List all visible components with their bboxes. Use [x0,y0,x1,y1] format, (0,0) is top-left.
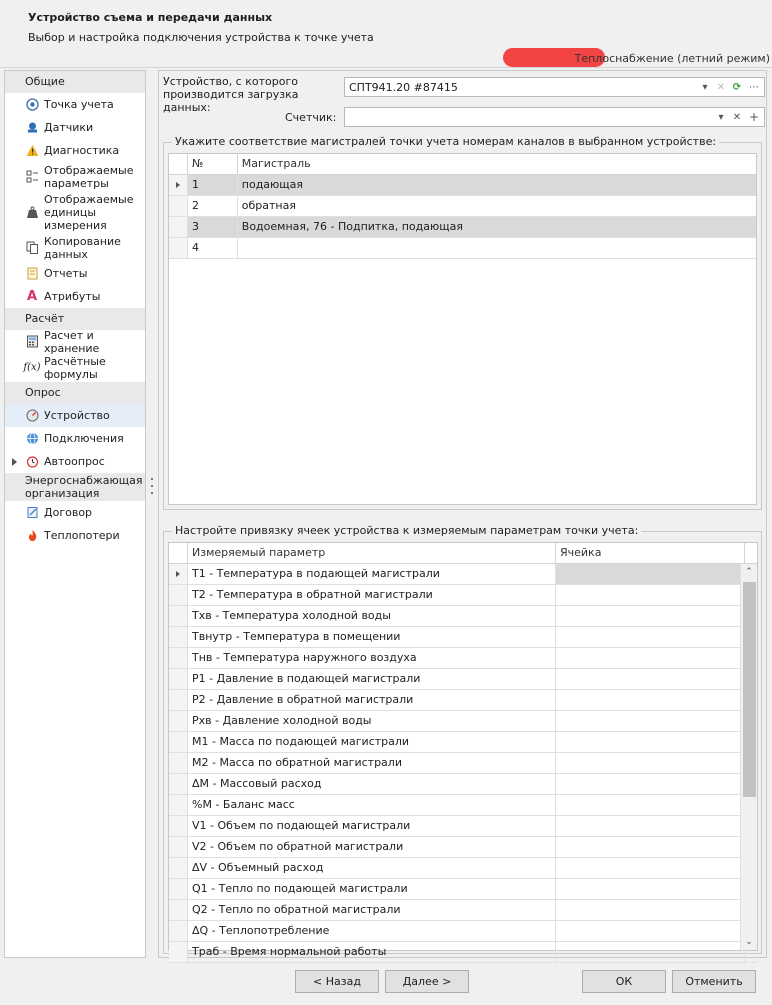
mode-label: Теплоснабжение (летний режим) [574,52,770,65]
row-indicator [169,627,188,647]
chevron-down-icon[interactable]: ▾ [702,81,708,93]
table-row[interactable] [169,217,756,238]
dialog-subtitle: Выбор и настройка подключения устройства к точке учета [28,31,374,44]
row-num[interactable]: 2 [188,196,238,216]
sidebar-item-label: Расчётные формулы [44,354,106,381]
attribute-icon: A [26,289,38,304]
sidebar [4,70,146,958]
row-indicator [169,732,188,752]
row-cell[interactable] [556,669,745,689]
warning-icon [25,144,39,158]
table-row[interactable] [169,921,757,942]
sidebar-item-label: Атрибуты [44,290,101,303]
device-icon [25,409,39,423]
report-icon [25,267,39,281]
row-cell[interactable] [556,690,745,710]
dialog-header [0,0,772,68]
clock-icon [25,455,39,469]
sidebar-item-label: Отображаемые единицы измерения [44,192,134,232]
weight-icon [25,205,39,219]
next-button[interactable]: Далее > [385,970,469,993]
row-cell[interactable] [556,711,745,731]
sidebar-item-label: Отчеты [44,267,88,280]
row-cell[interactable] [556,879,745,899]
sidebar-item-copy-data[interactable] [5,233,145,262]
splitter-handle[interactable] [150,478,154,494]
row-cell[interactable] [556,795,745,815]
sidebar-item-heat-loss[interactable] [5,524,145,547]
table-row[interactable] [169,858,757,879]
row-cell[interactable] [556,900,745,920]
channels-grid [168,153,757,505]
table-row[interactable] [169,669,757,690]
row-num[interactable]: 1 [188,175,238,195]
sidebar-item-label: Точка учета [44,98,114,111]
row-param[interactable]: Q2 - Тепло по обратной магистрали [188,900,556,920]
table-row[interactable] [169,585,757,606]
channels-group-title: Укажите соответствие магистралей точки учета номерам каналов в выбранном устройстве: [172,135,719,148]
counter-label: Счетчик: [285,111,337,124]
clear-icon[interactable]: ✕ [716,81,726,93]
column-header-num[interactable]: № [188,154,238,174]
sidebar-item-label: Отображаемые параметры [44,163,134,190]
sidebar-item-label: Диагностика [44,144,120,157]
scroll-down-icon[interactable]: ⌄ [745,937,753,947]
sidebar-item-accounting-point[interactable] [5,93,145,116]
row-param[interactable]: Рхв - Давление холодной воды [188,711,556,731]
table-row[interactable] [169,238,756,259]
scroll-thumb[interactable] [743,582,756,797]
back-button[interactable]: < Назад [295,970,379,993]
row-indicator [169,816,188,836]
table-row[interactable] [169,795,757,816]
row-indicator [169,858,188,878]
row-param[interactable]: M1 - Масса по подающей магистрали [188,732,556,752]
row-param[interactable]: P2 - Давление в обратной магистрали [188,690,556,710]
table-row[interactable] [169,753,757,774]
sidebar-item-contract[interactable] [5,501,145,524]
counter-combobox[interactable] [344,107,765,127]
row-param[interactable]: V1 - Объем по подающей магистрали [188,816,556,836]
contract-icon [25,506,39,520]
row-indicator [169,879,188,899]
row-param[interactable]: Тхв - Температура холодной воды [188,606,556,626]
row-indicator [169,690,188,710]
row-cell[interactable] [556,816,745,836]
sidebar-item-calc-storage[interactable] [5,330,145,353]
row-indicator [169,217,188,237]
column-header-main[interactable]: Магистраль [241,157,311,170]
row-main[interactable]: обратная [241,199,296,212]
sidebar-item-diagnostics[interactable] [5,139,145,162]
cells-grid-header [169,543,757,564]
row-param[interactable]: ΔV - Объемный расход [188,858,556,878]
row-cell[interactable] [556,837,745,857]
row-cell[interactable] [556,921,745,941]
table-row[interactable] [169,900,757,921]
device-value: СПТ941.20 #87415 [349,81,458,94]
sensor-icon [25,121,39,135]
table-row[interactable] [169,711,757,732]
row-cell[interactable] [556,753,745,773]
target-icon [25,98,39,112]
row-indicator [169,606,188,626]
table-row[interactable] [169,732,757,753]
sidebar-item-display-params[interactable] [5,162,145,191]
refresh-icon[interactable]: ⟳ [732,81,742,93]
sidebar-item-label: Подключения [44,432,124,445]
sidebar-item-label: Договор [44,506,93,519]
table-row[interactable] [169,564,757,585]
table-row[interactable] [169,816,757,837]
row-cell[interactable] [556,564,745,584]
formula-icon: f(x) [23,361,41,373]
flame-icon [25,529,39,543]
table-row[interactable] [169,648,757,669]
row-indicator [169,795,188,815]
cancel-button[interactable]: Отменить [672,970,756,993]
current-row-icon [176,182,180,188]
row-indicator [169,238,188,258]
row-indicator [169,753,188,773]
device-combobox[interactable] [344,77,765,97]
row-cell[interactable] [556,774,745,794]
cells-grid-body [169,564,757,963]
table-row[interactable] [169,837,757,858]
row-num[interactable]: 3 [188,217,238,237]
row-param[interactable]: Твнутр - Температура в помещении [188,627,556,647]
dialog-title: Устройство съема и передачи данных [28,11,273,24]
sidebar-item-label: Датчики [44,121,94,134]
row-indicator [169,774,188,794]
sidebar-item-label: Расчет и хранение [44,328,100,355]
row-param[interactable]: Тнв - Температура наружного воздуха [188,648,556,668]
cells-grid [168,542,758,958]
sidebar-item-attributes[interactable] [5,285,145,308]
row-cell[interactable] [556,648,745,668]
sidebar-item-label: Копирование данных [44,234,121,261]
table-row[interactable] [169,627,757,648]
row-param[interactable]: V2 - Объем по обратной магистрали [188,837,556,857]
table-row[interactable] [169,175,756,196]
globe-icon [25,432,39,446]
row-param[interactable]: ΔQ - Теплопотребление [188,921,556,941]
scroll-up-icon[interactable]: ⌃ [745,567,753,577]
table-row[interactable] [169,606,757,627]
column-header-param[interactable]: Измеряемый параметр [188,543,556,563]
copy-icon [25,241,39,255]
sidebar-group-energy-org: Энергоснабжающая организация [5,473,145,501]
chevron-down-icon[interactable]: ▾ [718,111,724,123]
sidebar-item-device[interactable] [5,404,145,427]
row-param[interactable]: Q1 - Тепло по подающей магистрали [188,879,556,899]
sidebar-item-formulas[interactable] [5,353,145,382]
cells-group [163,524,762,958]
calculator-icon [25,335,39,349]
sidebar-item-autopoll[interactable] [5,450,145,473]
sidebar-item-label: Устройство [44,409,110,422]
ok-button[interactable]: ОК [582,970,666,993]
row-cell[interactable] [556,732,745,752]
row-indicator [169,837,188,857]
sidebar-group-polling: Опрос [5,382,145,404]
more-icon[interactable]: ⋯ [749,81,759,93]
cells-group-title: Настройте привязку ячеек устройства к измеряемым параметрам точки учета: [172,524,641,537]
row-cell[interactable] [556,585,745,605]
row-param[interactable]: ΔM - Массовый расход [188,774,556,794]
table-row[interactable] [169,879,757,900]
row-indicator [169,564,188,584]
sidebar-item-connections[interactable] [5,427,145,450]
table-row[interactable] [169,774,757,795]
channels-grid-header [169,154,756,175]
row-indicator [169,942,188,962]
sidebar-item-label: Автоопрос [44,455,105,468]
table-row[interactable] [169,196,756,217]
row-cell[interactable] [556,627,745,647]
sidebar-group-calculation: Расчёт [5,308,145,330]
row-indicator [169,921,188,941]
row-cell[interactable] [556,858,745,878]
row-param[interactable]: T1 - Температура в подающей магистрали [188,564,556,584]
row-indicator-header [169,154,188,174]
row-indicator [169,196,188,216]
row-param[interactable]: P1 - Давление в подающей магистрали [188,669,556,689]
row-main[interactable]: Водоемная, 76 - Подпитка, подающая [238,217,756,237]
sidebar-item-sensors[interactable] [5,116,145,139]
row-main[interactable]: подающая [238,175,756,195]
row-cell[interactable] [556,606,745,626]
table-row[interactable] [169,690,757,711]
clear-icon[interactable]: ✕ [732,111,742,123]
row-param[interactable]: %M - Баланс масс [188,795,556,815]
add-icon[interactable]: + [748,110,760,124]
device-label: Устройство, с которого производится загрузка данных: [163,75,299,114]
vertical-scrollbar[interactable] [740,564,757,950]
row-param[interactable]: M2 - Масса по обратной магистрали [188,753,556,773]
row-cell[interactable] [556,942,745,962]
sidebar-group-general: Общие [5,71,145,93]
row-param[interactable]: Траб - Время нормальной работы [188,942,556,962]
current-row-icon [176,571,180,577]
table-row[interactable] [169,942,757,963]
row-indicator-header [169,543,188,563]
sidebar-item-label: Теплопотери [44,529,120,542]
channels-group [163,135,762,510]
row-main[interactable] [238,238,756,258]
row-param[interactable]: T2 - Температура в обратной магистрали [188,585,556,605]
column-header-cell[interactable]: Ячейка [556,543,745,563]
row-indicator [169,711,188,731]
main-panel [158,70,767,958]
row-indicator [169,669,188,689]
sidebar-item-display-units[interactable] [5,191,145,233]
expand-arrow-icon[interactable] [12,458,17,466]
row-indicator [169,585,188,605]
row-indicator [169,900,188,920]
sidebar-item-reports[interactable] [5,262,145,285]
row-indicator [169,648,188,668]
row-num[interactable]: 4 [188,238,238,258]
row-indicator [169,175,188,195]
checklist-icon [25,170,39,184]
